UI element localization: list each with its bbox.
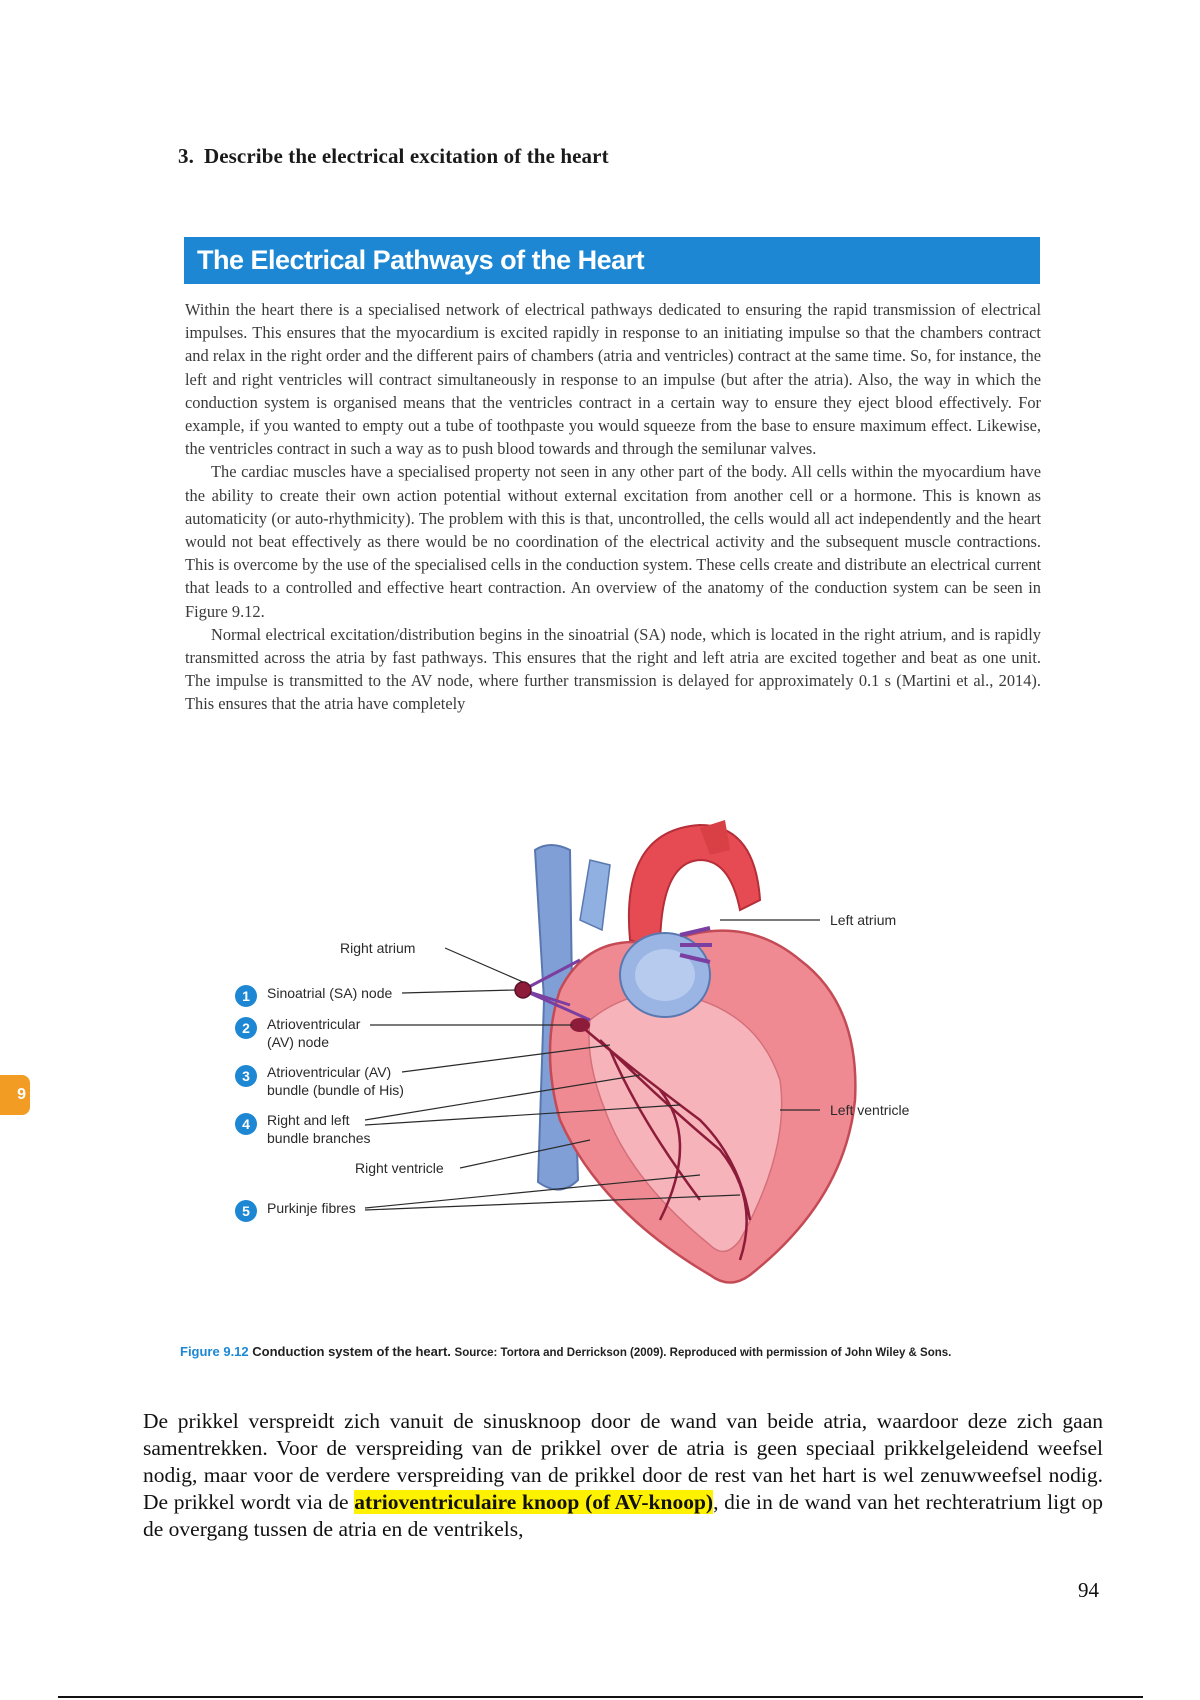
question-heading	[178, 144, 609, 169]
badge-1: 1	[235, 985, 257, 1007]
label-av-node: Atrioventricular (AV) node	[267, 1016, 361, 1050]
figure-number: Figure 9.12	[180, 1344, 249, 1359]
badge-3: 3	[235, 1065, 257, 1087]
badge-2: 2	[235, 1017, 257, 1039]
textbook-excerpt	[185, 298, 1041, 716]
badge-5: 5	[235, 1200, 257, 1222]
dutch-text-before: De prikkel verspreidt zich vanuit de sinusknoop door de wand van beide atria, waardoor deze zich gaan samentrekken. Voor de verspreiding van de prikkel over de atria is geen speciaal prikkelgeleidend weefsel nodig, maar voor de verdere verspreiding van de prikkel door de rest van het hart is wel zenuwweefsel nodig. De prikkel wordt via de	[143, 1409, 1103, 1514]
textbook-section-header: The Electrical Pathways of the Heart	[184, 237, 1040, 284]
excerpt-paragraph: The cardiac muscles have a specialised property not seen in any other part of the body. All cells within the myocardium have the ability to create their own action potential without external excitation from another cell or a hormone. This is known as automaticity (or auto-rhythmicity). The problem with this is that, uncontrolled, the cells would all act independently and the heart would not beat effectively as there would be no coordination of the electrical activity and the subsequent muscle contractions. This is overcome by the use of the specialised cells in the conduction system. These cells create and distribute an electrical current that leads to a controlled and effective heart contraction. An overview of the anatomy of the conduction system can be seen in Figure 9.12.	[185, 462, 1041, 621]
chapter-tab: 9	[0, 1075, 30, 1115]
label-av-bundle: Atrioventricular (AV) bundle (bundle of His)	[267, 1064, 404, 1098]
question-text: Describe the electrical excitation of the heart	[203, 144, 609, 168]
figure-source: Source: Tortora and Derrickson (2009). Reproduced with permission of John Wiley & Sons.	[454, 1347, 952, 1359]
excerpt-paragraph: Within the heart there is a specialised network of electrical pathways dedicated to ensuring the rapid transmission of electrical impulses. This ensures that the myocardium is excited rapidly in response to an initiating impulse so that the chambers contract and relax in the right order and the different pairs of chambers (atria and ventricles) contract at the same time. So, for instance, the left and right ventricles will contract simultaneously in response to an impulse (but after the atria). Also, the way in which the conduction system is organised means that the ventricles contract in a certain way to ensure they eject blood effectively. For example, if you wanted to empty out a tube of toothpaste you would squeeze from the base to ensure maximum effect. Likewise, the ventricles contract in such a way as to push blood towards and through the semilunar valves.	[185, 300, 1041, 459]
highlighted-term: atrioventriculaire knoop (of AV-knoop)	[354, 1490, 714, 1514]
heart-conduction-figure	[140, 820, 1040, 1320]
label-right-ventricle: Right ventricle	[355, 1160, 444, 1176]
question-number: 3.	[178, 144, 194, 168]
dutch-text-after: , die in de wand van het rechteratrium ligt op de overgang tussen de atria en de ventrikels,	[143, 1490, 1104, 1541]
figure-caption	[180, 1343, 1050, 1362]
label-bundle-branches: Right and left bundle branches	[267, 1112, 371, 1146]
label-purkinje-fibres: Purkinje fibres	[267, 1200, 356, 1216]
bottom-rule	[58, 1696, 1143, 1698]
figure-title: Conduction system of the heart.	[252, 1344, 451, 1359]
label-sa-node: Sinoatrial (SA) node	[267, 985, 393, 1001]
page-number: 94	[1078, 1578, 1099, 1602]
excerpt-paragraph: Normal electrical excitation/distribution begins in the sinoatrial (SA) node, which is located in the right atrium, and is rapidly transmitted across the atria by fast pathways. This ensures that the right and left atria are excited together and beat as one unit. The impulse is transmitted to the AV node, where further transmission is delayed for approximately 0.1 s (Martini et al., 2014). This ensures that the atria have completely	[185, 624, 1041, 714]
superior-vessel	[580, 860, 610, 930]
badge-4: 4	[235, 1113, 257, 1135]
inner-chamber	[589, 993, 782, 1251]
label-right-atrium: Right atrium	[340, 940, 416, 956]
sa-node	[515, 982, 531, 998]
dutch-paragraph	[143, 1408, 1103, 1543]
label-left-atrium: Left atrium	[830, 912, 897, 928]
label-left-ventricle: Left ventricle	[830, 1102, 910, 1118]
